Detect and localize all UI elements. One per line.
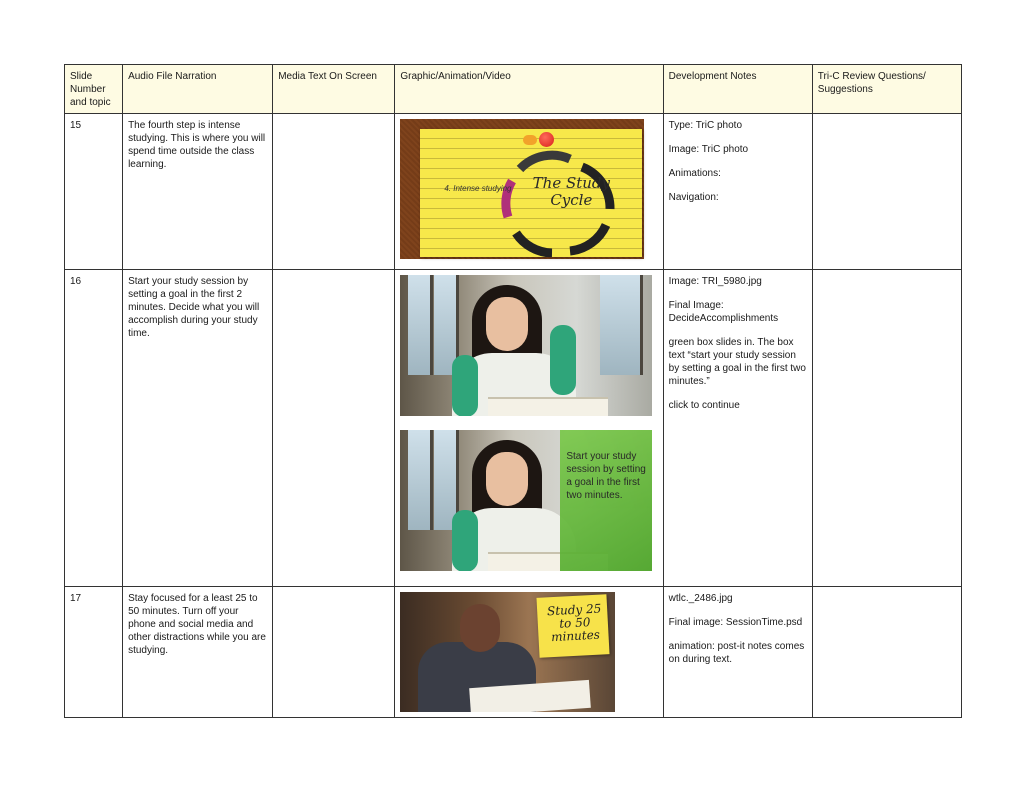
storyboard-table (64, 64, 962, 718)
study-cycle-image (400, 119, 644, 259)
studying-student-photo (400, 592, 615, 712)
face (486, 452, 528, 506)
header-graphic: Graphic/Animation/Video (395, 65, 663, 114)
sleeve (550, 325, 576, 395)
index-card (420, 129, 642, 257)
note-line: Final Image: DecideAccomplishments (668, 300, 779, 324)
header-media-text: Media Text On Screen (273, 65, 395, 114)
media-text (273, 270, 395, 587)
note-line: Final image: SessionTime.psd (668, 617, 803, 628)
note-line: wtlc._2486.jpg (668, 593, 733, 604)
cycle-title: The Study Cycle (532, 174, 611, 209)
sleeve (452, 510, 478, 571)
sticky-text: Study 25 to 50 minutes (547, 601, 602, 645)
window (408, 430, 433, 530)
review-cell (812, 270, 961, 587)
window (408, 275, 433, 375)
book (488, 397, 608, 416)
slide-number: 17 (65, 587, 123, 718)
slide-number: 16 (65, 270, 123, 587)
green-text-box (560, 430, 652, 571)
media-text (273, 587, 395, 718)
overlay-text: Start your study session by setting a goal in the first two minutes. (566, 451, 646, 501)
note-line: green box slides in. The box text “start your study session by setting a goal in the first two minutes.” (668, 337, 806, 387)
header-slide-number: Slide Number and topic (65, 65, 123, 114)
head (460, 604, 500, 652)
graphic-cell (395, 270, 663, 587)
sleeve (452, 355, 478, 416)
student-photo-with-overlay (400, 430, 652, 571)
graphic-cell (395, 114, 663, 270)
table-row (65, 587, 962, 718)
review-cell (812, 587, 961, 718)
note-line: click to continue (668, 400, 740, 411)
note-line: Animations: (668, 168, 721, 179)
note-line: Image: TRI_5980.jpg (668, 276, 762, 287)
header-audio-narration: Audio File Narration (123, 65, 273, 114)
step-label: 4. Intense studying (444, 184, 512, 193)
table-row (65, 114, 962, 270)
student-photo (400, 275, 652, 416)
header-development-notes: Development Notes (663, 65, 812, 114)
narration-text: The fourth step is intense studying. This is where you will spend time outside the class learning. (123, 114, 273, 270)
face (486, 297, 528, 351)
note-line: Navigation: (668, 192, 719, 203)
narration-text: Stay focused for a least 25 to 50 minutes. Turn off your phone and social media and other distractions while you are studying. (123, 587, 273, 718)
note-line: animation: post-it notes comes on during text. (668, 641, 805, 665)
note-line: Image: TriC photo (668, 144, 749, 155)
development-notes (663, 114, 812, 270)
narration-text: Start your study session by setting a goal in the first 2 minutes. Decide what you will accomplish during your study time. (123, 270, 273, 587)
graphic-cell (395, 587, 663, 718)
sticky-note (537, 594, 610, 658)
window (600, 275, 643, 375)
review-cell (812, 114, 961, 270)
media-text (273, 114, 395, 270)
slide-number: 15 (65, 114, 123, 270)
development-notes (663, 270, 812, 587)
header-row (65, 65, 962, 114)
note-line: Type: TriC photo (668, 120, 743, 131)
header-review-questions: Tri-C Review Questions/ Suggestions (812, 65, 961, 114)
development-notes (663, 587, 812, 718)
table-row (65, 270, 962, 587)
